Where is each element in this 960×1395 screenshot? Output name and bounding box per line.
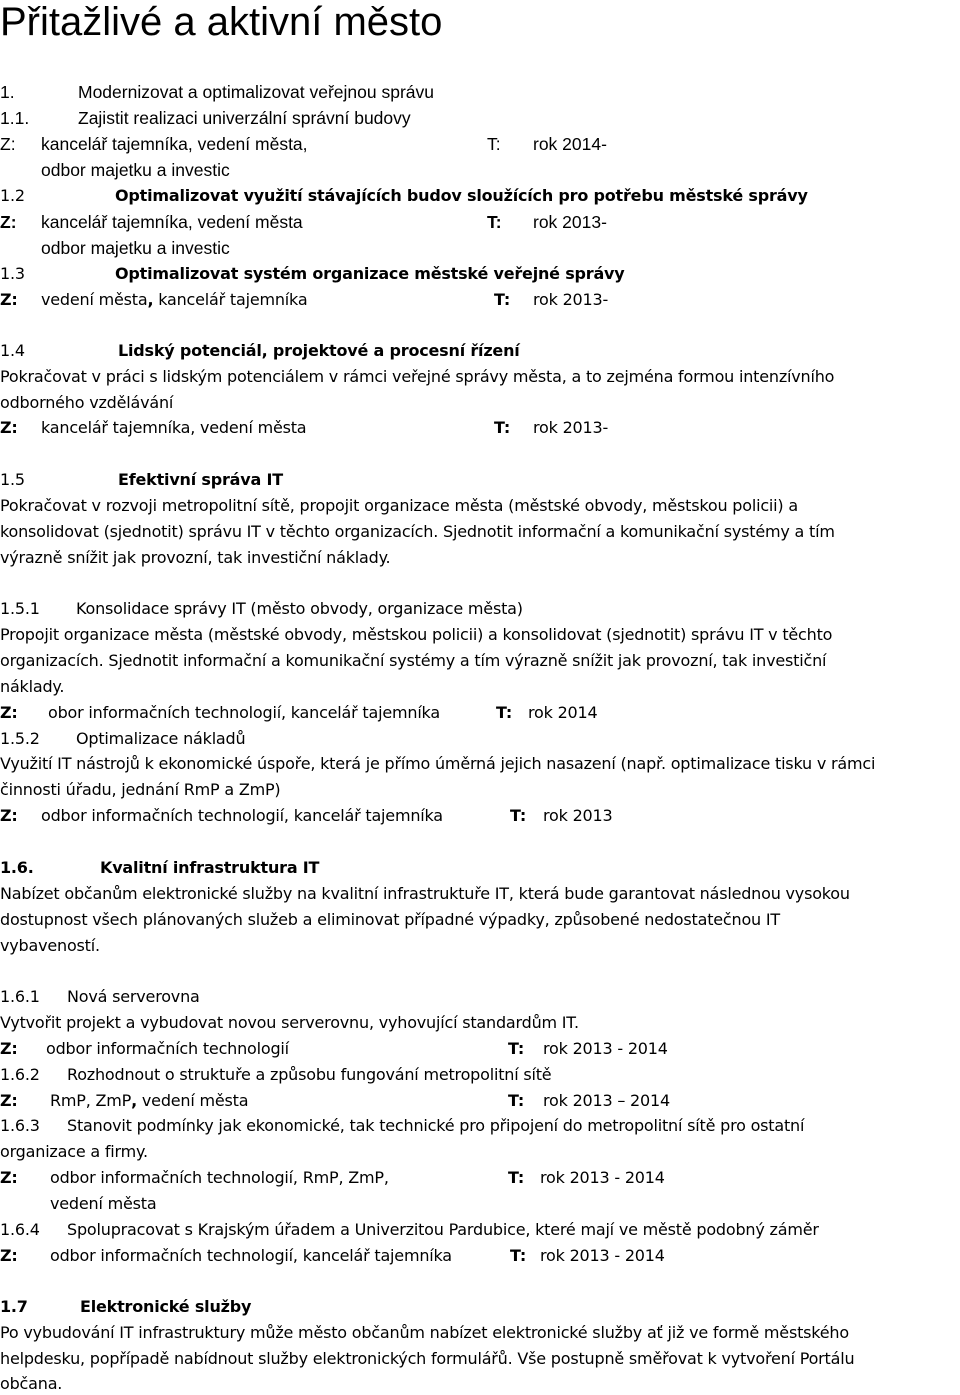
term: rok 2014 — [528, 703, 598, 722]
section-title: Optimalizovat systém organizace městské veřejné správy — [115, 264, 625, 283]
section-title: Modernizovat a optimalizovat veřejnou správu — [78, 82, 435, 102]
section-title: Rozhodnout o struktuře a způsobu fungování metropolitní sítě — [67, 1065, 552, 1084]
paragraph-line: náklady. — [0, 677, 65, 696]
paragraph-line: konsolidovat (sjednotit) správu IT v těchto organizacích. Sjednotit informační a komunikační systémy a tím — [0, 522, 835, 541]
responsible: kancelář tajemníka, vedení města — [41, 418, 307, 437]
section-number: 1. — [0, 82, 15, 102]
term: rok 2013 — [543, 806, 613, 825]
section-title-continued: organizace a firmy. — [0, 1142, 148, 1161]
z-label: Z: — [0, 1168, 18, 1187]
section-title: Zajistit realizaci univerzální správní budovy — [78, 108, 411, 128]
responsible: vedení města, kancelář tajemníka — [41, 290, 308, 309]
paragraph-line: Vytvořit projekt a vybudovat novou serverovnu, vyhovující standardům IT. — [0, 1013, 579, 1032]
paragraph-line: helpdesku, popřípadě nabídnout služby elektronických formulářů. Vše postupně směřovat k vytvoření Portálu — [0, 1349, 855, 1368]
section-title: Lidský potenciál, projektové a procesní řízení — [118, 341, 520, 360]
paragraph-line: vybaveností. — [0, 936, 100, 955]
t-label: T: — [510, 806, 527, 825]
section-number: 1.5 — [0, 470, 25, 489]
z-label: Z: — [0, 1039, 18, 1058]
section-number: 1.6.4 — [0, 1220, 40, 1239]
term: rok 2014- — [533, 134, 607, 154]
responsible: odbor informačních technologií, RmP, ZmP, — [50, 1168, 389, 1187]
t-label: T: — [487, 212, 502, 232]
paragraph-line: organizacích. Sjednotit informační a komunikační systémy a tím výrazně snížit jak provozní, tak investiční — [0, 651, 827, 670]
responsible: obor informačních technologií, kancelář tajemníka — [48, 703, 440, 722]
paragraph-line: Propojit organizace města (městské obvody, městskou policii) a konsolidovat (sjednotit) správu IT v těchto — [0, 625, 833, 644]
paragraph-line: Pokračovat v práci s lidským potenciálem v rámci veřejné správy města, a to zejména formou intenzívního — [0, 367, 835, 386]
responsible: odbor informačních technologií, kancelář tajemníka — [41, 806, 443, 825]
z-label: Z: — [0, 1246, 18, 1265]
z-label: Z: — [0, 290, 18, 309]
section-title: Stanovit podmínky jak ekonomické, tak technické pro připojení do metropolitní sítě pro ostatní — [67, 1116, 805, 1135]
paragraph-line: občana. — [0, 1374, 63, 1393]
section-title: Optimalizovat využití stávajících budov sloužících pro potřebu městské správy — [115, 186, 808, 205]
responsible: odbor majetku a investic — [41, 160, 230, 180]
section-title: Nová serverovna — [67, 987, 200, 1006]
section-title: Efektivní správa IT — [118, 470, 283, 489]
section-title: Optimalizace nákladů — [76, 729, 246, 748]
z-label: Z: — [0, 703, 18, 722]
z-label: Z: — [0, 418, 18, 437]
responsible: kancelář tajemníka, vedení města, — [41, 134, 308, 154]
section-title: Konsolidace správy IT (město obvody, organizace města) — [76, 599, 523, 618]
section-number: 1.6.1 — [0, 987, 40, 1006]
responsible: odbor majetku a investic — [41, 238, 230, 258]
section-number: 1.6.3 — [0, 1116, 40, 1135]
t-label: T: — [494, 290, 511, 309]
responsible: RmP, ZmP, vedení města — [50, 1091, 249, 1110]
paragraph-line: odborného vzdělávání — [0, 393, 174, 412]
t-label: T: — [510, 1246, 527, 1265]
section-title: Elektronické služby — [80, 1297, 252, 1316]
term: rok 2013 - 2014 — [543, 1039, 668, 1058]
responsible: vedení města — [50, 1194, 157, 1213]
section-title: Spolupracovat s Krajským úřadem a Univerzitou Pardubice, které mají ve městě podobný záměr — [67, 1220, 819, 1239]
t-label: T: — [487, 134, 501, 154]
paragraph-line: výrazně snížit jak provozní, tak investiční náklady. — [0, 548, 391, 567]
z-label: Z: — [0, 1091, 18, 1110]
t-label: T: — [508, 1091, 525, 1110]
z-label: Z: — [0, 806, 18, 825]
section-number: 1.4 — [0, 341, 25, 360]
t-label: T: — [508, 1168, 525, 1187]
paragraph-line: Po vybudování IT infrastruktury může město občanům nabízet elektronické služby ať již ve formě městského — [0, 1323, 849, 1342]
section-number: 1.6.2 — [0, 1065, 40, 1084]
section-number: 1.5.2 — [0, 729, 40, 748]
paragraph-line: Pokračovat v rozvoji metropolitní sítě, propojit organizace města (městské obvody, městskou policii) a — [0, 496, 798, 515]
responsible: kancelář tajemníka, vedení města — [41, 212, 303, 232]
paragraph-line: činnosti úřadu, jednání RmP a ZmP) — [0, 780, 281, 799]
page-title: Přitažlivé a aktivní město — [0, 0, 443, 44]
z-label: Z: — [0, 134, 16, 154]
term: rok 2013- — [533, 212, 607, 232]
term: rok 2013- — [533, 290, 609, 309]
paragraph-line: Nabízet občanům elektronické služby na kvalitní infrastruktuře IT, která bude garantovat následnou vysokou — [0, 884, 850, 903]
paragraph-line: Využití IT nástrojů k ekonomické úspoře, která je přímo úměrná jejich nasazení (např. optimalizace tisku v rámci — [0, 754, 876, 773]
t-label: T: — [496, 703, 513, 722]
z-label: Z: — [0, 212, 17, 232]
section-title: Kvalitní infrastruktura IT — [100, 858, 320, 877]
section-number: 1.6. — [0, 858, 34, 877]
section-number: 1.1. — [0, 108, 30, 128]
term: rok 2013- — [533, 418, 609, 437]
responsible: odbor informačních technologií — [46, 1039, 289, 1058]
section-number: 1.5.1 — [0, 599, 40, 618]
paragraph-line: dostupnost všech plánovaných služeb a eliminovat případné výpadky, způsobené nedostatečnou IT — [0, 910, 780, 929]
term: rok 2013 - 2014 — [540, 1168, 665, 1187]
responsible: odbor informačních technologií, kancelář tajemníka — [50, 1246, 452, 1265]
t-label: T: — [508, 1039, 525, 1058]
section-number: 1.7 — [0, 1297, 28, 1316]
term: rok 2013 – 2014 — [543, 1091, 670, 1110]
section-number: 1.2 — [0, 186, 25, 205]
term: rok 2013 - 2014 — [540, 1246, 665, 1265]
t-label: T: — [494, 418, 511, 437]
section-number: 1.3 — [0, 264, 25, 283]
